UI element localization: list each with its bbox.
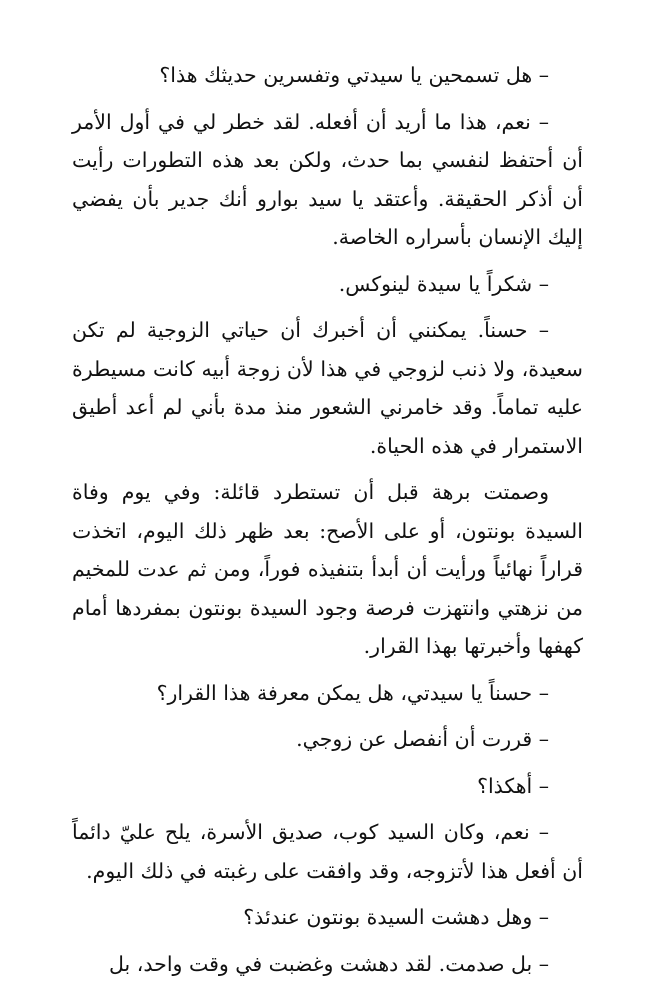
paragraph-10: – وهل دهشت السيدة بونتون عندئذ؟ (243, 905, 549, 929)
paragraph-3: – شكراً يا سيدة لينوكس. (338, 271, 549, 296)
paragraph-11: – بل صدمت. لقد دهشت وغضبت في وقت واحد، بل (109, 951, 549, 976)
paragraph-4: – حسناً. يمكنني أن أخبرك أن حياتي الزوجية لم تكن سعيدة، ولا ذنب لزوجي في هذا لأن زوجة أبيه كانت مسيطرة عليه تماماً. وقد خامرني الشعور منذ مدة بأني لم أعد أطيق الاستمرار في هذه الحياة. (72, 318, 583, 458)
paragraph-7: – قررت أن أنفصل عن زوجي. (296, 727, 549, 751)
paragraph-2: – نعم، هذا ما أريد أن أفعله. لقد خطر لي في أول الأمر أن أحتفظ لنفسي بما حدث، ولكن بعد هذه التطورات رأيت أن أذكر الحقيقة. وأعتقد يا سيد بوارو أنك جدير بأن يفضي إليك الإنسان بأسراره الخاصة. (72, 109, 583, 249)
book-page (72, 56, 583, 991)
paragraph-8: – أهكذا؟ (477, 773, 549, 798)
paragraph-5: وصمتت برهة قبل أن تستطرد قائلة: وفي يوم وفاة السيدة بونتون، أو على الأصح: بعد ظهر ذلك اليوم، اتخذت قراراً نهائياً ورأيت أن أبدأ بتنفيذه فوراً، ومن ثم عدت للمخيم من نزهتي وانتهزت فرصة وجود السيدة بونتون بمفردها أمام كهفها وأخبرتها بهذا القرار. (72, 480, 583, 658)
paragraph-1: – هل تسمحين يا سيدتي وتفسرين حديثك هذا؟ (159, 63, 549, 87)
paragraph-9: – نعم، وكان السيد كوب، صديق الأسرة، يلح عليّ دائماً أن أفعل هذا لأتزوجه، وقد وافقت على رغبته في ذلك اليوم. (72, 820, 583, 883)
paragraph-6: – حسناً يا سيدتي، هل يمكن معرفة هذا القرار؟ (156, 680, 549, 705)
